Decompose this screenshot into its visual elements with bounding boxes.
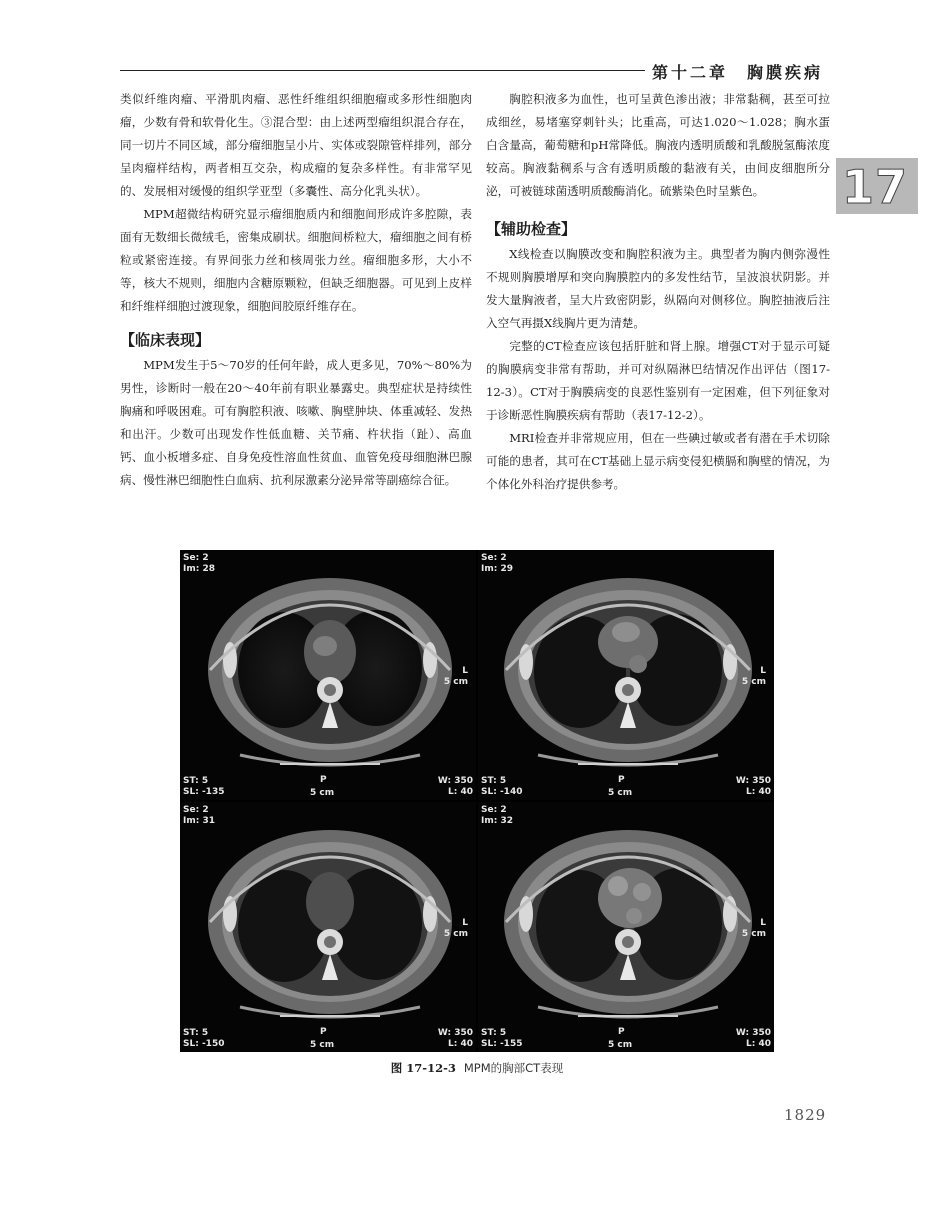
figure-caption-text: MPM的胸部CT表现 (463, 1061, 564, 1075)
ct-panel (180, 550, 476, 800)
ct-scan-image (478, 802, 774, 1052)
ct-posterior-marker: P (618, 1027, 625, 1037)
ct-info-bottom-right: W: 350 L: 40 (437, 1028, 473, 1049)
ct-info-top-left: Se: 2 Im: 28 (183, 553, 215, 574)
ct-info-bottom-left: ST: 5 SL: -135 (183, 776, 225, 797)
ct-info-bottom-right: W: 350 L: 40 (735, 1028, 771, 1049)
ct-panel (180, 802, 476, 1052)
right-paragraph-3: 完整的CT检查应该包括肝脏和肾上腺。增强CT对于显示可疑的胸膜病变非常有帮助，并可对纵隔淋巴结情况作出评估（图17-12-3）。CT对于胸膜病变的良恶性鉴别有一定困难，但下列征象对于诊断恶性胸膜疾病有帮助（表17-12-2）。 (486, 339, 830, 422)
left-paragraph-3: MPM发生于5～70岁的任何年龄，成人更多见，70%～80%为男性，诊断时一般在20～40年前有职业暴露史。典型症状是持续性胸痛和呼吸困难。可有胸腔积液、咳嗽、胸壁肿块、体重减轻、发热和出汗。少数可出现发作性低血糖、关节痛、杵状指（趾）、高血钙、血小板增多症、自身免疫性溶血性贫血、血管免疫母细胞淋巴腺病、慢性淋巴细胞性白血病、抗利尿激素分泌异常等副癌综合征。 (120, 358, 472, 487)
left-paragraph-1: 类似纤维肉瘤、平滑肌肉瘤、恶性纤维组织细胞瘤或多形性细胞肉瘤，少数有骨和软骨化生。③混合型：由上述两型瘤组织混合存在，同一切片不同区域，部分瘤细胞呈小片、实体或裂隙管样排列，部分呈肉瘤样结构，两者相互交杂，构成瘤的复杂多样性。有非常罕见的、发展相对缓慢的组织学亚型（多囊性、高分化乳头状）。 (120, 92, 472, 198)
figure-caption (180, 1060, 774, 1076)
ct-scale-bottom: 5 cm (310, 1040, 335, 1050)
chapter-tab-number: 17 (842, 160, 909, 214)
left-column (120, 88, 472, 492)
right-paragraph-2: X线检查以胸膜改变和胸腔积液为主。典型者为胸内侧弥漫性不规则胸膜增厚和突向胸膜腔内的多发性结节，呈波浪状阴影。并发大量胸液者，呈大片致密阴影，纵隔向对侧移位。胸腔抽液后注入空气再摄X线胸片更为清楚。 (486, 247, 830, 330)
right-paragraph-4: MRI检查并非常规应用，但在一些碘过敏或者有潜在手术切除可能的患者，其可在CT基础上显示病变侵犯横膈和胸壁的情况，为个体化外科治疗提供参考。 (486, 431, 830, 491)
ct-info-top-left: Se: 2 Im: 31 (183, 805, 215, 826)
ct-side-marker: L 5 cm (741, 918, 766, 939)
ct-posterior-marker: P (320, 775, 327, 785)
section-heading-clinical: 【临床表现】 (120, 331, 211, 349)
ct-figure (180, 550, 774, 1052)
ct-info-bottom-right: W: 350 L: 40 (437, 776, 473, 797)
ct-info-bottom-right: W: 350 L: 40 (735, 776, 771, 797)
ct-side-marker: L 5 cm (443, 666, 468, 687)
ct-scan-image (180, 550, 476, 800)
ct-side-marker: L 5 cm (443, 918, 468, 939)
left-paragraph-2: MPM超微结构研究显示瘤细胞质内和细胞间形成许多腔隙，表面有无数细长微绒毛，密集成刷状。细胞间桥粒大，瘤细胞之间有桥粒或紧密连接。有界间张力丝和核周张力丝。瘤细胞多形，大小不等，核大不规则，细胞内含糖原颗粒，但缺乏细胞器。可见到上皮样和纤维样细胞过渡现象，细胞间胶原纤维存在。 (120, 207, 472, 313)
ct-scan-image (478, 550, 774, 800)
right-paragraph-1: 胸腔积液多为血性，也可呈黄色渗出液；非常黏稠，甚至可拉成细丝，易堵塞穿刺针头；比重高，可达1.020～1.028；胸水蛋白含量高，葡萄糖和pH常降低。胸液内透明质酸和乳酸脱氢酶浓度较高。胸液黏稠系与含有透明质酸的黏液有关，由间皮细胞所分泌，可被链球菌透明质酸酶消化。硫紫染色时呈紫色。 (486, 92, 830, 198)
chapter-title: 第十二章 胸膜疾病 (652, 63, 824, 82)
page-number: 1829 (784, 1106, 827, 1124)
ct-panel (478, 802, 774, 1052)
header-rule (120, 70, 645, 71)
figure-label: 图 17-12-3 (390, 1061, 456, 1075)
ct-info-top-left: Se: 2 Im: 32 (481, 805, 513, 826)
ct-info-bottom-left: ST: 5 SL: -150 (183, 1028, 225, 1049)
ct-info-top-left: Se: 2 Im: 29 (481, 553, 513, 574)
ct-info-bottom-left: ST: 5 SL: -140 (481, 776, 523, 797)
ct-scale-bottom: 5 cm (608, 1040, 633, 1050)
ct-panel (478, 550, 774, 800)
ct-info-bottom-left: ST: 5 SL: -155 (481, 1028, 523, 1049)
ct-posterior-marker: P (618, 775, 625, 785)
ct-posterior-marker: P (320, 1027, 327, 1037)
right-column (486, 88, 830, 496)
ct-scale-bottom: 5 cm (310, 788, 335, 798)
section-heading-auxiliary: 【辅助检查】 (486, 220, 577, 238)
ct-scan-image (180, 802, 476, 1052)
ct-side-marker: L 5 cm (741, 666, 766, 687)
ct-scale-bottom: 5 cm (608, 788, 633, 798)
